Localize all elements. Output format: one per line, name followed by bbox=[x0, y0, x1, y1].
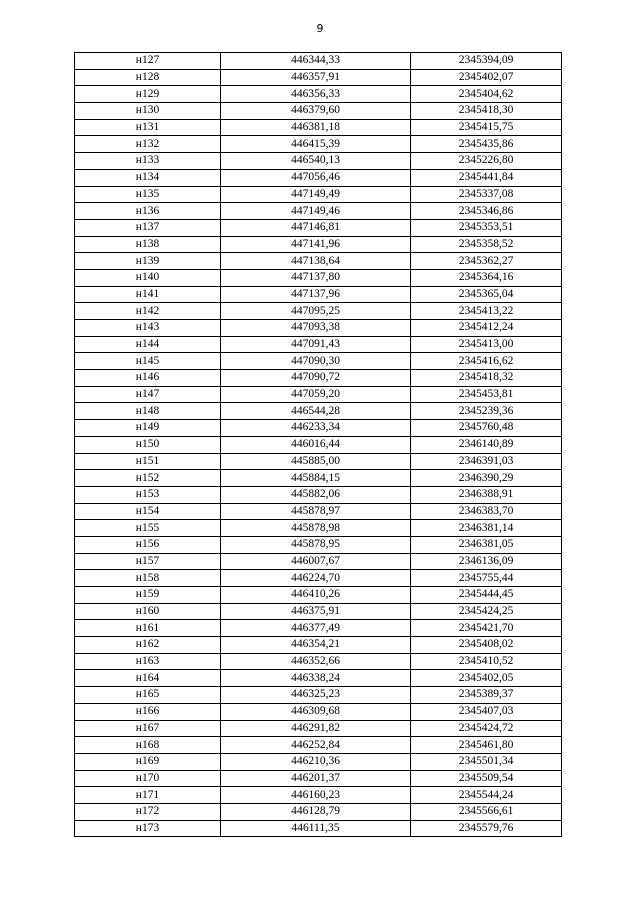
point-id-cell: н154 bbox=[75, 503, 221, 520]
table-row bbox=[75, 703, 562, 720]
point-id-cell: н138 bbox=[75, 236, 221, 253]
x-coordinate-cell: 445878,97 bbox=[221, 503, 411, 520]
point-id-cell: н152 bbox=[75, 470, 221, 487]
table-row bbox=[75, 169, 562, 186]
table-row bbox=[75, 503, 562, 520]
table-row bbox=[75, 86, 562, 103]
x-coordinate-cell: 447141,96 bbox=[221, 236, 411, 253]
table-row bbox=[75, 403, 562, 420]
x-coordinate-cell: 446201,37 bbox=[221, 770, 411, 787]
point-id-cell: н164 bbox=[75, 670, 221, 687]
table-row bbox=[75, 303, 562, 320]
table-row bbox=[75, 253, 562, 270]
table-row bbox=[75, 720, 562, 737]
x-coordinate-cell: 446160,23 bbox=[221, 787, 411, 804]
point-id-cell: н170 bbox=[75, 770, 221, 787]
x-coordinate-cell: 445882,06 bbox=[221, 486, 411, 503]
point-id-cell: н173 bbox=[75, 820, 221, 837]
y-coordinate-cell: 2345418,30 bbox=[411, 103, 562, 120]
y-coordinate-cell: 2345755,44 bbox=[411, 570, 562, 587]
table-row bbox=[75, 269, 562, 286]
table-row bbox=[75, 353, 562, 370]
point-id-cell: н169 bbox=[75, 753, 221, 770]
point-id-cell: н139 bbox=[75, 253, 221, 270]
table-row bbox=[75, 453, 562, 470]
y-coordinate-cell: 2345413,00 bbox=[411, 336, 562, 353]
x-coordinate-cell: 446338,24 bbox=[221, 670, 411, 687]
x-coordinate-cell: 446379,60 bbox=[221, 103, 411, 120]
y-coordinate-cell: 2345402,07 bbox=[411, 69, 562, 86]
x-coordinate-cell: 447146,81 bbox=[221, 219, 411, 236]
point-id-cell: н166 bbox=[75, 703, 221, 720]
table-row bbox=[75, 470, 562, 487]
y-coordinate-cell: 2345410,52 bbox=[411, 653, 562, 670]
table-row bbox=[75, 553, 562, 570]
point-id-cell: н167 bbox=[75, 720, 221, 737]
table-row bbox=[75, 219, 562, 236]
table-row bbox=[75, 436, 562, 453]
x-coordinate-cell: 446377,49 bbox=[221, 620, 411, 637]
table-row bbox=[75, 570, 562, 587]
point-id-cell: н160 bbox=[75, 603, 221, 620]
x-coordinate-cell: 446352,66 bbox=[221, 653, 411, 670]
y-coordinate-cell: 2345444,45 bbox=[411, 587, 562, 604]
x-coordinate-cell: 446128,79 bbox=[221, 803, 411, 820]
y-coordinate-cell: 2345407,03 bbox=[411, 703, 562, 720]
point-id-cell: н163 bbox=[75, 653, 221, 670]
y-coordinate-cell: 2345544,24 bbox=[411, 787, 562, 804]
point-id-cell: н149 bbox=[75, 420, 221, 437]
point-id-cell: н132 bbox=[75, 136, 221, 153]
y-coordinate-cell: 2345362,27 bbox=[411, 253, 562, 270]
x-coordinate-cell: 446309,68 bbox=[221, 703, 411, 720]
y-coordinate-cell: 2345226,80 bbox=[411, 153, 562, 170]
x-coordinate-cell: 446007,67 bbox=[221, 553, 411, 570]
point-id-cell: н140 bbox=[75, 269, 221, 286]
table-row bbox=[75, 286, 562, 303]
table-row bbox=[75, 637, 562, 654]
table-row bbox=[75, 536, 562, 553]
x-coordinate-cell: 446544,28 bbox=[221, 403, 411, 420]
y-coordinate-cell: 2345394,09 bbox=[411, 53, 562, 70]
x-coordinate-cell: 446210,36 bbox=[221, 753, 411, 770]
page-number: 9 bbox=[316, 22, 324, 35]
table-row bbox=[75, 753, 562, 770]
y-coordinate-cell: 2345453,81 bbox=[411, 386, 562, 403]
y-coordinate-cell: 2345353,51 bbox=[411, 219, 562, 236]
table-row bbox=[75, 420, 562, 437]
y-coordinate-cell: 2345461,80 bbox=[411, 737, 562, 754]
x-coordinate-cell: 447090,72 bbox=[221, 370, 411, 387]
y-coordinate-cell: 2345415,75 bbox=[411, 119, 562, 136]
x-coordinate-cell: 446356,33 bbox=[221, 86, 411, 103]
x-coordinate-cell: 447091,43 bbox=[221, 336, 411, 353]
point-id-cell: н158 bbox=[75, 570, 221, 587]
table-row bbox=[75, 587, 562, 604]
table-row bbox=[75, 53, 562, 70]
point-id-cell: н148 bbox=[75, 403, 221, 420]
y-coordinate-cell: 2346136,09 bbox=[411, 553, 562, 570]
point-id-cell: н133 bbox=[75, 153, 221, 170]
x-coordinate-cell: 447149,49 bbox=[221, 186, 411, 203]
table-row bbox=[75, 119, 562, 136]
x-coordinate-cell: 446291,82 bbox=[221, 720, 411, 737]
y-coordinate-cell: 2345364,16 bbox=[411, 269, 562, 286]
point-id-cell: н171 bbox=[75, 787, 221, 804]
table-row bbox=[75, 203, 562, 220]
y-coordinate-cell: 2345337,08 bbox=[411, 186, 562, 203]
point-id-cell: н162 bbox=[75, 637, 221, 654]
point-id-cell: н161 bbox=[75, 620, 221, 637]
table-row bbox=[75, 136, 562, 153]
y-coordinate-cell: 2345412,24 bbox=[411, 320, 562, 337]
table-row bbox=[75, 186, 562, 203]
y-coordinate-cell: 2346381,14 bbox=[411, 520, 562, 537]
point-id-cell: н128 bbox=[75, 69, 221, 86]
x-coordinate-cell: 447090,30 bbox=[221, 353, 411, 370]
point-id-cell: н172 bbox=[75, 803, 221, 820]
x-coordinate-cell: 446233,34 bbox=[221, 420, 411, 437]
point-id-cell: н141 bbox=[75, 286, 221, 303]
table-row bbox=[75, 103, 562, 120]
table-row bbox=[75, 770, 562, 787]
y-coordinate-cell: 2345413,22 bbox=[411, 303, 562, 320]
point-id-cell: н147 bbox=[75, 386, 221, 403]
point-id-cell: н134 bbox=[75, 169, 221, 186]
y-coordinate-cell: 2345501,34 bbox=[411, 753, 562, 770]
table-row bbox=[75, 69, 562, 86]
y-coordinate-cell: 2345402,05 bbox=[411, 670, 562, 687]
x-coordinate-cell: 445878,95 bbox=[221, 536, 411, 553]
y-coordinate-cell: 2346388,91 bbox=[411, 486, 562, 503]
table-row bbox=[75, 687, 562, 704]
x-coordinate-cell: 447056,46 bbox=[221, 169, 411, 186]
point-id-cell: н150 bbox=[75, 436, 221, 453]
coordinates-table-body bbox=[75, 53, 562, 837]
y-coordinate-cell: 2345418,32 bbox=[411, 370, 562, 387]
x-coordinate-cell: 446357,91 bbox=[221, 69, 411, 86]
y-coordinate-cell: 2345760,48 bbox=[411, 420, 562, 437]
table-row bbox=[75, 486, 562, 503]
point-id-cell: н157 bbox=[75, 553, 221, 570]
y-coordinate-cell: 2345416,62 bbox=[411, 353, 562, 370]
point-id-cell: н153 bbox=[75, 486, 221, 503]
x-coordinate-cell: 447149,46 bbox=[221, 203, 411, 220]
y-coordinate-cell: 2345421,70 bbox=[411, 620, 562, 637]
x-coordinate-cell: 446016,44 bbox=[221, 436, 411, 453]
y-coordinate-cell: 2346391,03 bbox=[411, 453, 562, 470]
x-coordinate-cell: 446325,23 bbox=[221, 687, 411, 704]
point-id-cell: н127 bbox=[75, 53, 221, 70]
point-id-cell: н142 bbox=[75, 303, 221, 320]
y-coordinate-cell: 2345389,37 bbox=[411, 687, 562, 704]
x-coordinate-cell: 447059,20 bbox=[221, 386, 411, 403]
x-coordinate-cell: 446410,26 bbox=[221, 587, 411, 604]
point-id-cell: н145 bbox=[75, 353, 221, 370]
x-coordinate-cell: 446415,39 bbox=[221, 136, 411, 153]
table-row bbox=[75, 153, 562, 170]
x-coordinate-cell: 447138,64 bbox=[221, 253, 411, 270]
y-coordinate-cell: 2345358,52 bbox=[411, 236, 562, 253]
y-coordinate-cell: 2346140,89 bbox=[411, 436, 562, 453]
point-id-cell: н155 bbox=[75, 520, 221, 537]
table-row bbox=[75, 670, 562, 687]
table-row bbox=[75, 320, 562, 337]
x-coordinate-cell: 445884,15 bbox=[221, 470, 411, 487]
x-coordinate-cell: 447095,25 bbox=[221, 303, 411, 320]
point-id-cell: н156 bbox=[75, 536, 221, 553]
point-id-cell: н144 bbox=[75, 336, 221, 353]
table-row bbox=[75, 803, 562, 820]
y-coordinate-cell: 2345239,36 bbox=[411, 403, 562, 420]
table-row bbox=[75, 386, 562, 403]
x-coordinate-cell: 447093,38 bbox=[221, 320, 411, 337]
x-coordinate-cell: 446354,21 bbox=[221, 637, 411, 654]
point-id-cell: н129 bbox=[75, 86, 221, 103]
y-coordinate-cell: 2345424,72 bbox=[411, 720, 562, 737]
table-row bbox=[75, 620, 562, 637]
y-coordinate-cell: 2345404,62 bbox=[411, 86, 562, 103]
x-coordinate-cell: 446540,13 bbox=[221, 153, 411, 170]
y-coordinate-cell: 2346381,05 bbox=[411, 536, 562, 553]
point-id-cell: н165 bbox=[75, 687, 221, 704]
point-id-cell: н131 bbox=[75, 119, 221, 136]
table-row bbox=[75, 653, 562, 670]
table-row bbox=[75, 520, 562, 537]
y-coordinate-cell: 2345365,04 bbox=[411, 286, 562, 303]
x-coordinate-cell: 445885,00 bbox=[221, 453, 411, 470]
table-row bbox=[75, 236, 562, 253]
table-row bbox=[75, 603, 562, 620]
point-id-cell: н137 bbox=[75, 219, 221, 236]
x-coordinate-cell: 446381,18 bbox=[221, 119, 411, 136]
x-coordinate-cell: 446111,35 bbox=[221, 820, 411, 837]
x-coordinate-cell: 447137,96 bbox=[221, 286, 411, 303]
table-row bbox=[75, 336, 562, 353]
y-coordinate-cell: 2345509,54 bbox=[411, 770, 562, 787]
x-coordinate-cell: 446375,91 bbox=[221, 603, 411, 620]
table-row bbox=[75, 820, 562, 837]
table-row bbox=[75, 737, 562, 754]
point-id-cell: н143 bbox=[75, 320, 221, 337]
x-coordinate-cell: 447137,80 bbox=[221, 269, 411, 286]
x-coordinate-cell: 446252,84 bbox=[221, 737, 411, 754]
point-id-cell: н159 bbox=[75, 587, 221, 604]
y-coordinate-cell: 2345424,25 bbox=[411, 603, 562, 620]
point-id-cell: н146 bbox=[75, 370, 221, 387]
x-coordinate-cell: 445878,98 bbox=[221, 520, 411, 537]
x-coordinate-cell: 446224,70 bbox=[221, 570, 411, 587]
y-coordinate-cell: 2345566,61 bbox=[411, 803, 562, 820]
point-id-cell: н168 bbox=[75, 737, 221, 754]
coordinates-table bbox=[74, 52, 562, 837]
point-id-cell: н136 bbox=[75, 203, 221, 220]
point-id-cell: н151 bbox=[75, 453, 221, 470]
y-coordinate-cell: 2346383,70 bbox=[411, 503, 562, 520]
y-coordinate-cell: 2345346,86 bbox=[411, 203, 562, 220]
y-coordinate-cell: 2346390,29 bbox=[411, 470, 562, 487]
y-coordinate-cell: 2345579,76 bbox=[411, 820, 562, 837]
y-coordinate-cell: 2345408,02 bbox=[411, 637, 562, 654]
x-coordinate-cell: 446344,33 bbox=[221, 53, 411, 70]
table-row bbox=[75, 370, 562, 387]
point-id-cell: н130 bbox=[75, 103, 221, 120]
y-coordinate-cell: 2345441,84 bbox=[411, 169, 562, 186]
y-coordinate-cell: 2345435,86 bbox=[411, 136, 562, 153]
table-row bbox=[75, 787, 562, 804]
point-id-cell: н135 bbox=[75, 186, 221, 203]
